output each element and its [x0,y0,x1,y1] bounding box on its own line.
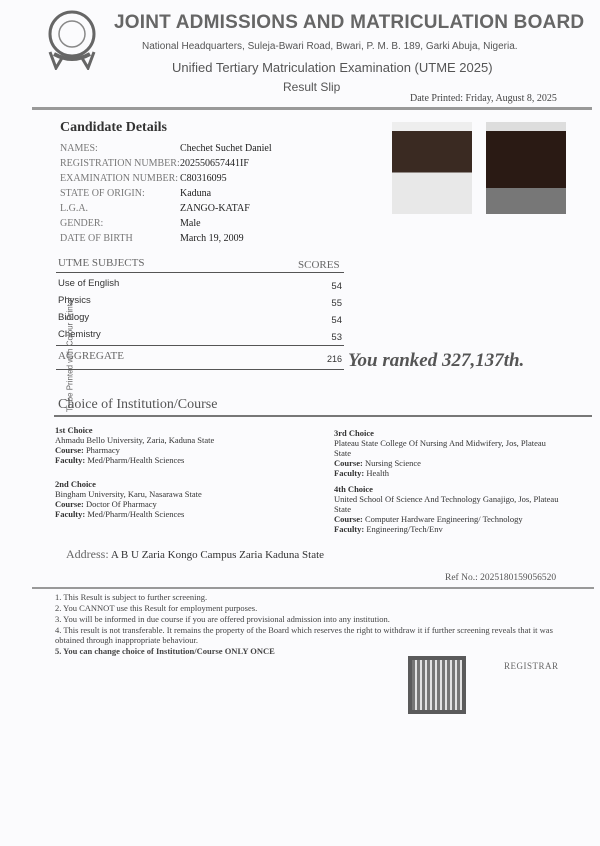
address-label: Address: [66,547,109,561]
course-label: Course: [55,499,84,509]
course-label: Course: [55,445,84,455]
divider [32,107,592,110]
candidate-photo-2 [486,122,566,214]
value-lga: ZANGO-KATAF [180,203,250,214]
label-lga: L.G.A. [60,203,89,214]
subject-score: 54 [331,315,342,326]
choice-faculty: Engineering/Tech/Env [366,524,443,534]
faculty-label: Faculty: [55,509,86,519]
divider [54,415,592,417]
subject-score: 54 [331,281,342,292]
divider [56,369,344,370]
choice-institution: Ahmadu Bello University, Zaria, Kaduna State [55,435,215,445]
label-reg: REGISTRATION NUMBER: [60,158,180,169]
faculty-label: Faculty: [334,468,365,478]
choice-title: 1st Choice [55,425,93,435]
choice-3 [334,428,562,478]
board-title: JOINT ADMISSIONS AND MATRICULATION BOARD [114,12,585,33]
qr-code [408,656,466,714]
registrar-label: REGISTRAR [504,661,559,671]
label-exam: EXAMINATION NUMBER: [60,173,179,184]
subject-name: Physics [58,295,91,306]
choice-faculty: Med/Pharm/Health Sciences [87,509,185,519]
choice-course: Nursing Science [364,458,421,468]
label-state: STATE OF ORIGIN: [60,188,145,199]
candidate-heading: Candidate Details [60,120,167,135]
aggregate-label: AGGREGATE [58,350,124,362]
doc-title: Result Slip [283,80,341,94]
choice-institution: Plateau State College Of Nursing And Midwifery, Jos, Plateau State [334,438,546,458]
course-label: Course: [334,458,363,468]
exam-title: Unified Tertiary Matriculation Examination (UTME 2025) [172,60,493,75]
aggregate-score: 216 [326,354,342,364]
note: 3. You will be informed in due course if you are offered provisional admission into any institution. [55,614,390,624]
choice-faculty: Health [366,468,390,478]
print-note: To be Printed with Colour Printer [65,296,75,413]
value-names: Chechet Suchet Daniel [180,143,272,154]
label-names: NAMES: [60,143,98,154]
choice-title: 3rd Choice [334,428,374,438]
choice-course: Computer Hardware Engineering/ Technology [364,514,523,524]
scores-heading: SCORES [298,259,340,271]
note: 1. This Result is subject to further screening. [55,592,208,602]
divider [32,587,594,589]
faculty-label: Faculty: [55,455,86,465]
subject-name: Use of English [58,278,120,289]
choice-heading: Choice of Institution/Course [58,397,218,412]
value-dob: March 19, 2009 [180,233,244,244]
choice-title: 4th Choice [334,484,373,494]
choice-institution: Bingham University, Karu, Nasarawa State [55,489,202,499]
value-state: Kaduna [180,188,212,199]
date-printed: Date Printed: Friday, August 8, 2025 [410,93,557,104]
subject-score: 53 [331,332,342,343]
ref-number: Ref No.: 2025180159056520 [445,573,557,583]
value-reg: 202550657441IF [180,158,249,169]
hq-address: National Headquarters, Suleja-Bwari Road, Bwari, P. M. B. 189, Garki Abuja, Nigeria. [142,41,518,52]
choice-4 [334,484,562,534]
faculty-label: Faculty: [334,524,365,534]
label-dob: DATE OF BIRTH [60,233,133,244]
subject-name: Chemistry [58,329,101,340]
note: 2. You CANNOT use this Result for employment purposes. [55,603,258,613]
choice-1 [55,425,315,465]
choice-institution: United School Of Science And Technology Ganajigo, Jos, Plateau State [334,494,559,514]
jamb-logo [42,8,102,70]
subject-score: 55 [331,298,342,309]
value-gender: Male [180,218,201,229]
divider [56,272,344,273]
label-gender: GENDER: [60,218,104,229]
address-value: A B U Zaria Kongo Campus Zaria Kaduna State [110,549,325,561]
note: 5. You can change choice of Institution/Course ONLY ONCE [55,646,275,656]
course-label: Course: [334,514,363,524]
subject-name: Biology [58,312,90,323]
note: 4. This result is not transferable. It remains the property of the Board which reserves the right to withdraw it if further screening reveals that it was obtained through inappropriate behaviour. [55,625,553,645]
candidate-photo-1 [392,122,472,214]
subjects-heading: UTME SUBJECTS [58,257,145,269]
choice-course: Doctor Of Pharmacy [85,499,157,509]
value-exam: C80316095 [180,173,227,184]
address [66,547,324,562]
choice-faculty: Med/Pharm/Health Sciences [87,455,185,465]
divider [56,345,344,346]
choice-2 [55,479,315,519]
rank-text: You ranked 327,137th. [348,350,525,371]
choice-title: 2nd Choice [55,479,96,489]
choice-course: Pharmacy [85,445,120,455]
